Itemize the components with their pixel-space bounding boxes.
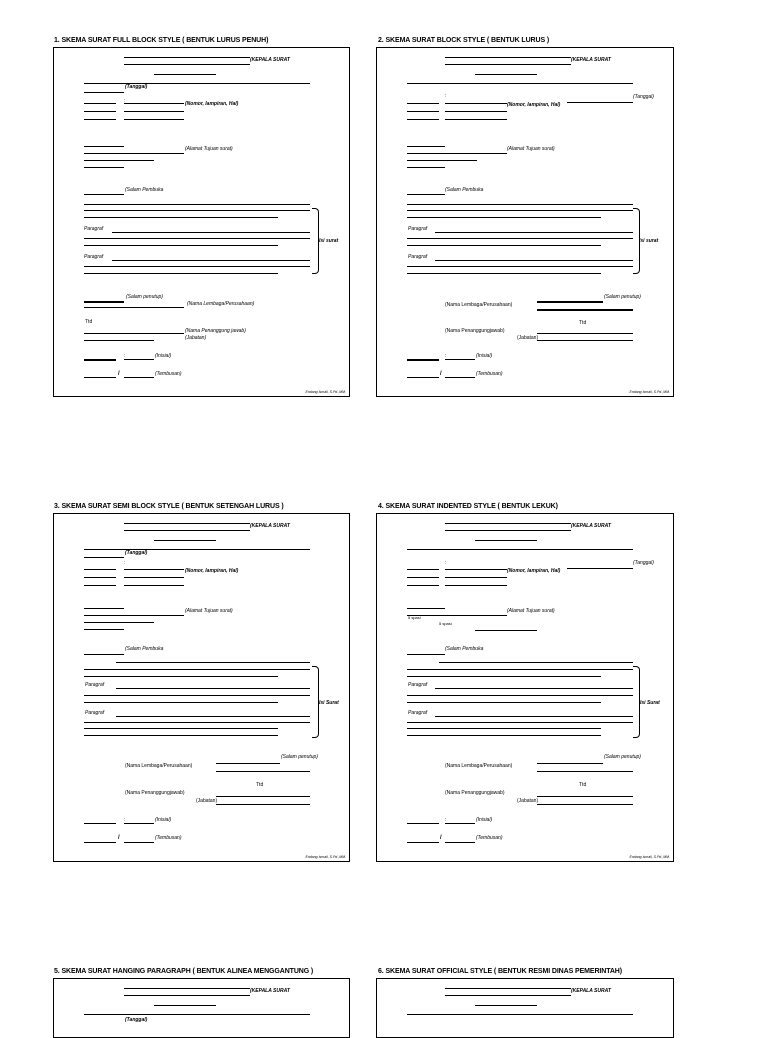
address-line bbox=[84, 622, 154, 623]
signature-line bbox=[216, 796, 310, 797]
header-line bbox=[154, 540, 216, 541]
date-line bbox=[84, 549, 310, 550]
body-line bbox=[84, 728, 278, 729]
panel-4-title: 4. SKEMA SURAT INDENTED STYLE ( BENTUK LEKUK) bbox=[378, 503, 558, 510]
colon: : bbox=[445, 817, 447, 823]
ttd-label: Ttd bbox=[85, 319, 93, 325]
credit-text: Endang Ismail, S.Pd.,MM. bbox=[629, 390, 670, 394]
signature-line bbox=[537, 340, 633, 341]
body-line bbox=[407, 238, 633, 239]
panel-6-box bbox=[376, 978, 674, 1038]
salam-penutup-label: (Salam penutup) bbox=[281, 754, 318, 760]
header-line bbox=[475, 74, 537, 75]
salam-penutup-label: (Salam penutup) bbox=[126, 294, 163, 300]
salam-pembuka-label: (Salam Pembuka bbox=[125, 187, 164, 193]
panel-5-box bbox=[53, 978, 350, 1038]
body-line bbox=[435, 232, 633, 233]
date-line bbox=[84, 83, 310, 84]
salam-line bbox=[407, 194, 445, 195]
paragraf-label: Paragraf bbox=[408, 254, 428, 260]
nomor-label: (Nomor, lampiran, Hal) bbox=[185, 101, 239, 107]
lembaga-label: (Nama Lembaga/Perusahaan) bbox=[445, 302, 513, 308]
inisial-line bbox=[445, 823, 475, 824]
nomor-line bbox=[407, 119, 439, 120]
paragraf-label: Paragraf bbox=[408, 710, 428, 716]
closing-line bbox=[216, 771, 310, 772]
address-line bbox=[84, 608, 124, 609]
body-line bbox=[435, 716, 633, 717]
salam-line bbox=[84, 654, 124, 655]
body-line bbox=[116, 662, 310, 663]
address-line bbox=[84, 153, 184, 154]
tembusan-line bbox=[84, 377, 116, 378]
panel-1-box bbox=[53, 47, 350, 397]
body-line bbox=[407, 204, 633, 205]
nomor-line bbox=[124, 111, 184, 112]
nomor-line bbox=[445, 119, 507, 120]
nomor-line bbox=[84, 585, 116, 586]
body-line bbox=[116, 716, 310, 717]
body-line bbox=[112, 260, 310, 261]
paragraf-label: Paragraf bbox=[85, 710, 105, 716]
header-line bbox=[154, 1005, 216, 1006]
tanggal-label: (Tanggal) bbox=[125, 550, 148, 556]
body-line bbox=[407, 722, 633, 723]
inisial-label: (Inisial) bbox=[155, 353, 172, 359]
closing-line bbox=[84, 307, 184, 308]
ttd-label: Ttd bbox=[256, 782, 264, 788]
body-line bbox=[84, 273, 278, 274]
alamat-label: (Alamat Tujuan surat) bbox=[507, 146, 555, 152]
lembaga-label: (Nama Lembaga/Perusahaan) bbox=[125, 763, 193, 769]
kepala-surat-label: (KEPALA SURAT bbox=[571, 57, 611, 63]
date-line bbox=[567, 102, 633, 103]
body-line bbox=[84, 217, 278, 218]
inisial-line bbox=[445, 359, 475, 360]
tembusan-line bbox=[407, 377, 439, 378]
body-line bbox=[84, 695, 310, 696]
nomor-line bbox=[407, 111, 439, 112]
closing-line bbox=[216, 763, 280, 764]
inisial-line bbox=[84, 359, 116, 361]
header-line bbox=[475, 1005, 537, 1006]
header-line bbox=[124, 64, 250, 65]
kepala-surat-label: (KEPALA SURAT bbox=[571, 523, 611, 529]
nomor-line bbox=[124, 577, 184, 578]
header-line bbox=[124, 57, 250, 58]
isi-brace bbox=[633, 666, 640, 738]
ttd-label: Ttd bbox=[579, 320, 587, 326]
tembusan-label: (Tembusan) bbox=[476, 371, 503, 377]
colon: : bbox=[124, 98, 126, 104]
date-line bbox=[84, 557, 124, 558]
inisial-label: (Inisial) bbox=[476, 353, 493, 359]
inisial-line bbox=[407, 359, 439, 361]
colon: : bbox=[124, 353, 126, 359]
nomor-label: (Nomor, lampiran, Hal) bbox=[507, 102, 561, 108]
colon: : bbox=[445, 560, 447, 566]
signature-line bbox=[84, 333, 184, 334]
penanggung-label: (Nama Penanggungjawab) bbox=[445, 790, 505, 796]
body-line bbox=[84, 735, 278, 736]
kepala-surat-label: (KEPALA SURAT bbox=[250, 523, 290, 529]
nomor-line bbox=[84, 111, 116, 112]
closing-line bbox=[537, 301, 603, 303]
paragraf-label: Paragraf bbox=[408, 682, 428, 688]
address-line bbox=[407, 146, 445, 147]
body-line bbox=[84, 245, 278, 246]
salam-penutup-label: (Salam penutup) bbox=[604, 754, 641, 760]
body-line bbox=[84, 669, 310, 670]
penanggung-label: (Nama Penanggung jawab) bbox=[185, 328, 246, 334]
tembusan-line bbox=[84, 842, 116, 843]
panel-1-title: 1. SKEMA SURAT FULL BLOCK STYLE ( BENTUK LURUS PENUH) bbox=[54, 37, 269, 44]
date-line bbox=[407, 83, 633, 84]
address-line bbox=[84, 629, 124, 630]
address-line bbox=[407, 153, 507, 154]
signature-line bbox=[84, 340, 154, 341]
address-line bbox=[407, 167, 445, 168]
address-line bbox=[84, 615, 184, 616]
isi-surat-label: Isi surat bbox=[319, 238, 339, 244]
date-line bbox=[567, 568, 633, 569]
slash: / bbox=[440, 371, 442, 377]
nomor-line bbox=[84, 577, 116, 578]
body-line bbox=[116, 688, 310, 689]
panel-6-title: 6. SKEMA SURAT OFFICIAL STYLE ( BENTUK RESMI DINAS PEMERINTAH) bbox=[378, 968, 622, 975]
tanggal-label: (Tanggal) bbox=[125, 1017, 148, 1023]
nomor-line bbox=[407, 585, 439, 586]
isi-surat-label: Isi Surat bbox=[640, 700, 660, 706]
date-line bbox=[407, 1014, 633, 1015]
tembusan-line bbox=[445, 377, 475, 378]
body-line bbox=[407, 266, 633, 267]
header-line bbox=[445, 57, 571, 58]
nomor-line bbox=[407, 103, 439, 104]
inisial-label: (Inisial) bbox=[476, 817, 493, 823]
address-line bbox=[407, 160, 477, 161]
spasi-label: 5 spasi bbox=[408, 615, 421, 620]
header-line bbox=[475, 540, 537, 541]
nomor-line bbox=[124, 585, 184, 586]
nomor-line bbox=[445, 103, 507, 104]
body-line bbox=[407, 217, 601, 218]
closing-line bbox=[537, 771, 633, 772]
colon: : bbox=[124, 817, 126, 823]
salam-line bbox=[407, 654, 445, 655]
tanggal-label: (Tanggal) bbox=[125, 84, 148, 90]
closing-line bbox=[537, 309, 633, 311]
salam-pembuka-label: (Salam Pembuka bbox=[445, 646, 484, 652]
header-line bbox=[445, 995, 571, 996]
alamat-label: (Alamat Tujuan surat) bbox=[185, 146, 233, 152]
closing-line bbox=[537, 763, 603, 764]
jabatan-label: (Jabatan) bbox=[517, 335, 539, 341]
body-line bbox=[112, 232, 310, 233]
panel-4-box bbox=[376, 513, 674, 862]
body-line bbox=[407, 273, 601, 274]
body-line bbox=[435, 688, 633, 689]
address-line bbox=[407, 615, 507, 616]
credit-text: Endang Ismail, S.Pd.,MM. bbox=[305, 390, 346, 394]
isi-brace bbox=[312, 208, 319, 274]
tembusan-line bbox=[445, 842, 475, 843]
slash: / bbox=[118, 835, 120, 841]
nomor-line bbox=[84, 103, 116, 104]
penanggung-label: (Nama Penanggungjawab) bbox=[125, 790, 185, 796]
panel-2-title: 2. SKEMA SURAT BLOCK STYLE ( BENTUK LURUS ) bbox=[378, 37, 550, 44]
jabatan-label: (Jabatan) bbox=[517, 798, 539, 804]
nomor-line bbox=[124, 569, 184, 570]
body-line bbox=[84, 238, 310, 239]
tembusan-line bbox=[124, 842, 154, 843]
body-line bbox=[407, 728, 601, 729]
slash: / bbox=[440, 835, 442, 841]
date-line bbox=[407, 549, 633, 550]
isi-surat-label: Isi Surat bbox=[319, 700, 339, 706]
signature-line bbox=[537, 333, 633, 334]
tembusan-line bbox=[124, 377, 154, 378]
body-line bbox=[84, 722, 310, 723]
body-line bbox=[407, 245, 601, 246]
nomor-line bbox=[445, 577, 507, 578]
nomor-line bbox=[84, 569, 116, 570]
jabatan-label: (Jabatan) bbox=[196, 798, 218, 804]
nomor-line bbox=[407, 569, 439, 570]
date-line bbox=[84, 1014, 310, 1015]
ttd-label: Ttd bbox=[579, 782, 587, 788]
colon: : bbox=[445, 353, 447, 359]
kepala-surat-label: (KEPALA SURAT bbox=[571, 988, 611, 994]
body-line bbox=[407, 676, 601, 677]
header-line bbox=[445, 523, 571, 524]
signature-line bbox=[216, 804, 310, 805]
panel-3-box bbox=[53, 513, 350, 862]
panel-2-box bbox=[376, 47, 674, 397]
alamat-label: (Alamat Tujuan surat) bbox=[185, 608, 233, 614]
inisial-line bbox=[84, 823, 116, 824]
paragraf-label: Paragraf bbox=[84, 254, 104, 260]
colon: : bbox=[445, 93, 447, 99]
header-line bbox=[124, 995, 250, 996]
body-line bbox=[407, 695, 633, 696]
credit-text: Endang Ismail, S.Pd.,MM. bbox=[629, 855, 670, 859]
body-line bbox=[84, 204, 310, 205]
body-line bbox=[84, 266, 310, 267]
credit-text: Endang Ismail, S.Pd.,MM. bbox=[305, 855, 346, 859]
panel-3-title: 3. SKEMA SURAT SEMI BLOCK STYLE ( BENTUK SETENGAH LURUS ) bbox=[54, 503, 284, 510]
body-line bbox=[439, 662, 633, 663]
header-line bbox=[124, 530, 250, 531]
paragraf-label: Paragraf bbox=[84, 226, 104, 232]
panel-5-title: 5. SKEMA SURAT HANGING PARAGRAPH ( BENTUK ALINEA MENGGANTUNG ) bbox=[54, 968, 314, 975]
body-line bbox=[84, 702, 278, 703]
address-line bbox=[84, 160, 154, 161]
slash: / bbox=[118, 371, 120, 377]
body-line bbox=[407, 669, 633, 670]
body-line bbox=[435, 260, 633, 261]
kepala-surat-label: (KEPALA SURAT bbox=[250, 988, 290, 994]
penanggung-label: (Nama Penanggungjawab) bbox=[445, 328, 505, 334]
body-line bbox=[84, 676, 278, 677]
paragraf-label: Paragraf bbox=[85, 682, 105, 688]
header-line bbox=[445, 530, 571, 531]
isi-brace bbox=[312, 666, 319, 738]
body-line bbox=[407, 702, 601, 703]
nomor-line bbox=[124, 119, 184, 120]
spasi-label: 5 spasi bbox=[439, 621, 452, 626]
signature-line bbox=[537, 796, 633, 797]
isi-surat-label: Isi surat bbox=[639, 238, 659, 244]
address-line bbox=[84, 167, 124, 168]
nomor-line bbox=[445, 585, 507, 586]
tanggal-label: (Tanggal) bbox=[633, 94, 654, 100]
nomor-line bbox=[407, 577, 439, 578]
salam-pembuka-label: (Salam Pembuka bbox=[125, 646, 164, 652]
signature-line bbox=[537, 804, 633, 805]
inisial-line bbox=[407, 823, 439, 824]
body-line bbox=[84, 210, 310, 211]
nomor-label: (Nomor, lampiran, Hal) bbox=[507, 568, 561, 574]
paragraf-label: Paragraf bbox=[408, 226, 428, 232]
address-line bbox=[84, 146, 124, 147]
closing-line bbox=[84, 301, 124, 303]
header-line bbox=[445, 988, 571, 989]
tembusan-label: (Tembusan) bbox=[476, 835, 503, 841]
alamat-label: (Alamat Tujuan surat) bbox=[507, 608, 555, 614]
inisial-line bbox=[124, 359, 154, 360]
nomor-line bbox=[124, 103, 184, 104]
body-line bbox=[407, 735, 601, 736]
salam-pembuka-label: (Salam Pembuka bbox=[445, 187, 484, 193]
header-line bbox=[124, 988, 250, 989]
salam-penutup-label: (Salam penutup) bbox=[604, 294, 641, 300]
kepala-surat-label: (KEPALA SURAT bbox=[250, 57, 290, 63]
nomor-line bbox=[84, 119, 116, 120]
inisial-label: (Inisial) bbox=[155, 817, 172, 823]
nomor-line bbox=[445, 111, 507, 112]
tembusan-label: (Tembusan) bbox=[155, 835, 182, 841]
tembusan-label: (Tembusan) bbox=[155, 371, 182, 377]
salam-line bbox=[84, 194, 124, 195]
lembaga-label: (Nama Lembaga/Perusahaan) bbox=[187, 301, 255, 307]
address-line bbox=[475, 630, 537, 631]
nomor-label: (Nomor, lampiran, Hal) bbox=[185, 568, 239, 574]
lembaga-label: (Nama Lembaga/Perusahaan) bbox=[445, 763, 513, 769]
tanggal-label: (Tanggal) bbox=[633, 560, 654, 566]
address-line bbox=[407, 608, 445, 609]
tembusan-line bbox=[407, 842, 439, 843]
jabatan-label: (Jabatan) bbox=[185, 335, 207, 341]
header-line bbox=[154, 74, 216, 75]
header-line bbox=[124, 523, 250, 524]
header-line bbox=[445, 64, 571, 65]
date-line bbox=[84, 92, 124, 93]
nomor-line bbox=[445, 569, 507, 570]
colon: : bbox=[124, 560, 126, 566]
body-line bbox=[407, 210, 633, 211]
inisial-line bbox=[124, 823, 154, 824]
